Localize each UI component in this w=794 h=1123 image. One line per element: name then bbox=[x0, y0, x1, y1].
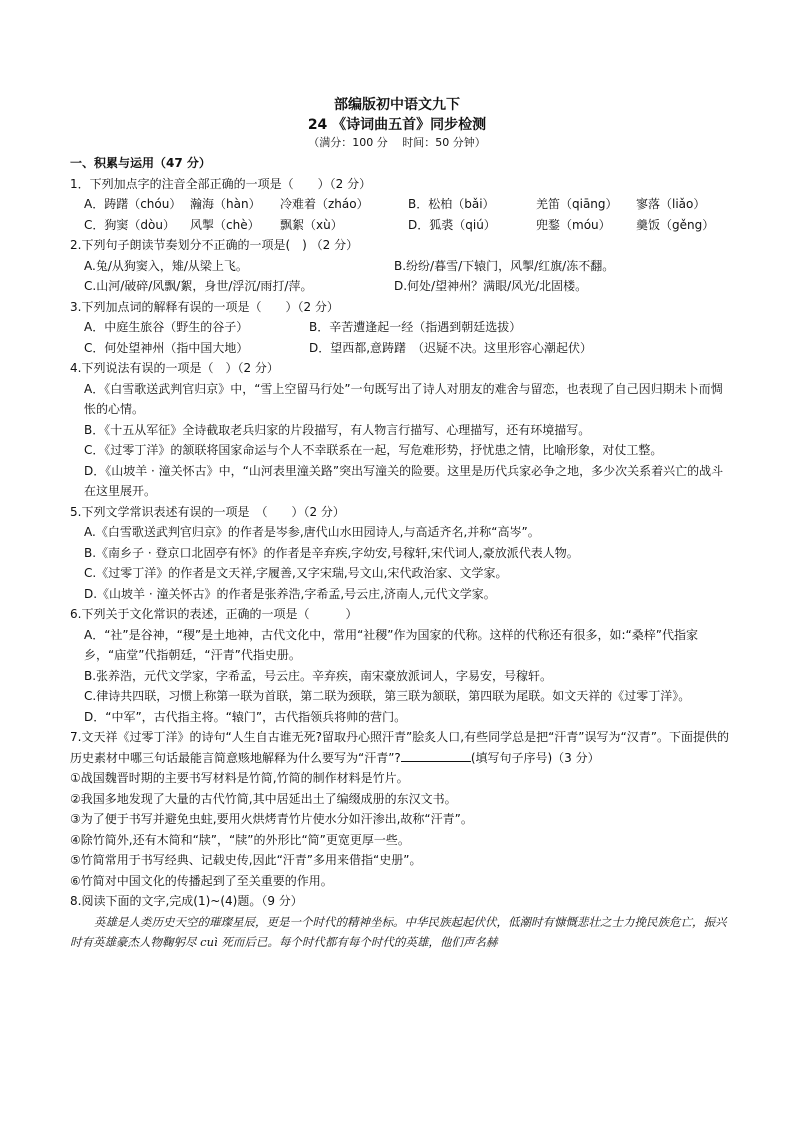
page-title: 部编版初中语文九下 bbox=[334, 97, 460, 113]
question-6-option-a: A．“社”是谷神，“稷”是土地神，古代文化中，常用“社稷”作为国家的代称。这样的代称还有很多，如:“桑梓”代指家乡，“庙堂”代指朝廷，“汗青”代指史册。 bbox=[84, 627, 698, 662]
page-subtitle: 24 《诗词曲五首》同步检测 bbox=[307, 117, 487, 133]
question-7-item: ④除竹简外,还有木简和“牍”，“牍”的外形比“简”更宽更厚一些。 bbox=[70, 832, 410, 847]
question-5-option-d: D.《山坡羊 · 潼关怀古》的作者是张养浩,字希孟,号云庄,济南人,元代文学家。 bbox=[84, 586, 496, 601]
option-text: 兜鍪（móu） bbox=[536, 217, 611, 232]
question-4-option-b: B．《十五从军征》全诗截取老兵归家的片段描写，有人物言行描写、心理描写，还有环境描写。 bbox=[84, 422, 591, 437]
option-text: 羌笛（qiāng） bbox=[536, 197, 618, 211]
option-text: C．何处望神州（指中国大地） bbox=[84, 340, 249, 355]
option-text: C．狗窦（dòu） bbox=[84, 217, 175, 232]
question-4-option-d: D．《山坡羊 · 潼关怀古》中，“山河表里潼关路”突出写潼关的险要。这里是历代兵家必争之地，多少次关系着兴亡的战斗在这里展开。 bbox=[84, 463, 724, 498]
answer-blank[interactable] bbox=[401, 749, 471, 762]
option-text: 冷难着（zháo） bbox=[280, 197, 369, 211]
question-5-option-a: A.《白雪歌送武判官归京》的作者是岑参,唐代山水田园诗人,与高适齐名,并称“高岑”。 bbox=[84, 525, 540, 539]
option-text: D.何处/望神州？满眼/风光/北固楼。 bbox=[394, 279, 588, 293]
option-text: B.纷纷/暮雪/下辕门，风掣/红旗/冻不翻。 bbox=[394, 258, 615, 273]
question-7-text: 7.文天祥《过零丁洋》的诗句“人生自古谁无死?留取丹心照汗青”脍炙人口,有些同学总是把“汗青”误写为“汉青”。下面提供的历史素材中哪三句话最能言简意赅地解释为什么要写为“汗青”? bbox=[70, 730, 729, 765]
question-7-suffix: (填写句子序号)（3 分） bbox=[470, 750, 600, 765]
option-text: 飘絮（xù） bbox=[280, 217, 343, 232]
question-2-stem: 2.下列句子朗读节奏划分不正确的一项是( ) （2 分） bbox=[70, 238, 359, 252]
question-6-option-c: C.律诗共四联，习惯上称第一联为首联，第二联为颈联，第三联为颔联，第四联为尾联。如文天祥的《过零丁洋》。 bbox=[84, 689, 691, 703]
section-title: 一、积累与运用（47 分） bbox=[70, 156, 211, 170]
question-8-passage: 英雄是人类历史天空的璀璨星辰，更是一个时代的精神坐标。中华民族起起伏伏，低潮时有慷慨悲壮之士力挽民族危亡，振兴时有英雄豪杰人物鞠躬尽 cuì 死而后已。每个时代都有每个时代的英雄，他们声名赫 bbox=[70, 914, 727, 949]
score-time-info: （满分：100 分 时间：50 分钟） bbox=[308, 136, 486, 149]
option-text: B．辛苦遭逢起一经（指遇到朝廷选拔） bbox=[309, 320, 522, 334]
question-6-option-b: B.张养浩，元代文学家，字希孟，号云庄。辛弃疾，南宋豪放派词人，字易安，号稼轩。 bbox=[84, 668, 553, 683]
question-7-item: ②我国多地发现了大量的古代竹简,其中居延出土了编缀成册的东汉文书。 bbox=[70, 791, 457, 806]
question-4-option-c: C．《过零丁洋》的颔联将国家命运与个人不幸联系在一起，写危难形势，抒忧患之情，比喻形象，对仗工整。 bbox=[84, 443, 663, 457]
question-7-stem bbox=[70, 727, 730, 768]
question-3-options-ab bbox=[70, 317, 730, 338]
question-1-options-ab bbox=[70, 194, 730, 215]
question-3-stem: 3.下列加点词的解释有误的一项是（ ）（2 分） bbox=[70, 299, 339, 314]
question-2-options-cd bbox=[70, 276, 730, 297]
exam-body bbox=[70, 153, 730, 952]
question-1-options-cd bbox=[70, 215, 730, 236]
question-5-option-b: B.《南乡子 · 登京口北固亭有怀》的作者是辛弃疾,字幼安,号稼轩,宋代词人,豪放派代表人物。 bbox=[84, 545, 579, 560]
question-6-stem: 6.下列关于文化常识的表述，正确的一项是（ ） bbox=[70, 607, 358, 621]
option-text: 羹饭（gěng） bbox=[636, 217, 715, 232]
option-text: A．中庭生旅谷（野生的谷子） bbox=[84, 320, 249, 334]
option-text: 风掣（chè） bbox=[190, 217, 260, 232]
question-8-stem: 8.阅读下面的文字,完成(1)~(4)题。（9 分） bbox=[70, 894, 303, 908]
option-text: D．望西都,意踌躇 （迟疑不决。这里形容心潮起伏） bbox=[309, 340, 593, 355]
question-6-option-d: D．“中军”，古代指主将。“辕门”，古代指领兵将帅的营门。 bbox=[84, 709, 407, 724]
option-text: B．松柏（bǎi） bbox=[408, 197, 495, 211]
question-7-item: ⑤竹简常用于书写经典、记载史传,因此“汗青”多用来借指“史册”。 bbox=[70, 853, 422, 867]
option-text: 瀚海（hàn） bbox=[190, 197, 261, 211]
question-1-stem: 1．下列加点字的注音全部正确的一项是（ ）（2 分） bbox=[70, 176, 372, 191]
question-7-item: ⑥竹简对中国文化的传播起到了至关重要的作用。 bbox=[70, 873, 333, 888]
option-text: C.山河/破碎/风飘/絮，身世/浮沉/雨打/萍。 bbox=[84, 279, 313, 293]
question-4-option-a: A．《白雪歌送武判官归京》中，“雪上空留马行处”一句既写出了诗人对朋友的难舍与留恋，也表现了自己因归期未卜而惆怅的心情。 bbox=[84, 381, 723, 416]
question-7-item: ③为了便于书写并避免虫蛀,要用火烘烤青竹片使水分如汗渗出,故称“汗青”。 bbox=[70, 812, 473, 826]
option-text: A．踌躇（chóu） bbox=[84, 197, 182, 211]
question-7-item: ①战国魏晋时期的主要书写材料是竹简,竹简的制作材料是竹片。 bbox=[70, 771, 409, 785]
question-4-stem: 4.下列说法有误的一项是（ ）（2 分） bbox=[70, 361, 279, 375]
option-text: D．狐裘（qiú） bbox=[408, 217, 496, 232]
question-2-options-ab bbox=[70, 256, 730, 277]
question-3-options-cd bbox=[70, 338, 730, 359]
option-text: A.兔/从狗窦入，雉/从梁上飞。 bbox=[84, 258, 248, 273]
question-5-option-c: C.《过零丁洋》的作者是文天祥,字履善,又字宋瑞,号文山,宋代政治家、文学家。 bbox=[84, 566, 508, 580]
question-5-stem: 5.下列文学常识表述有误的一项是 （ ）（2 分） bbox=[70, 504, 345, 519]
page-header bbox=[0, 95, 794, 151]
option-text: 寥落（liǎo） bbox=[636, 197, 706, 211]
